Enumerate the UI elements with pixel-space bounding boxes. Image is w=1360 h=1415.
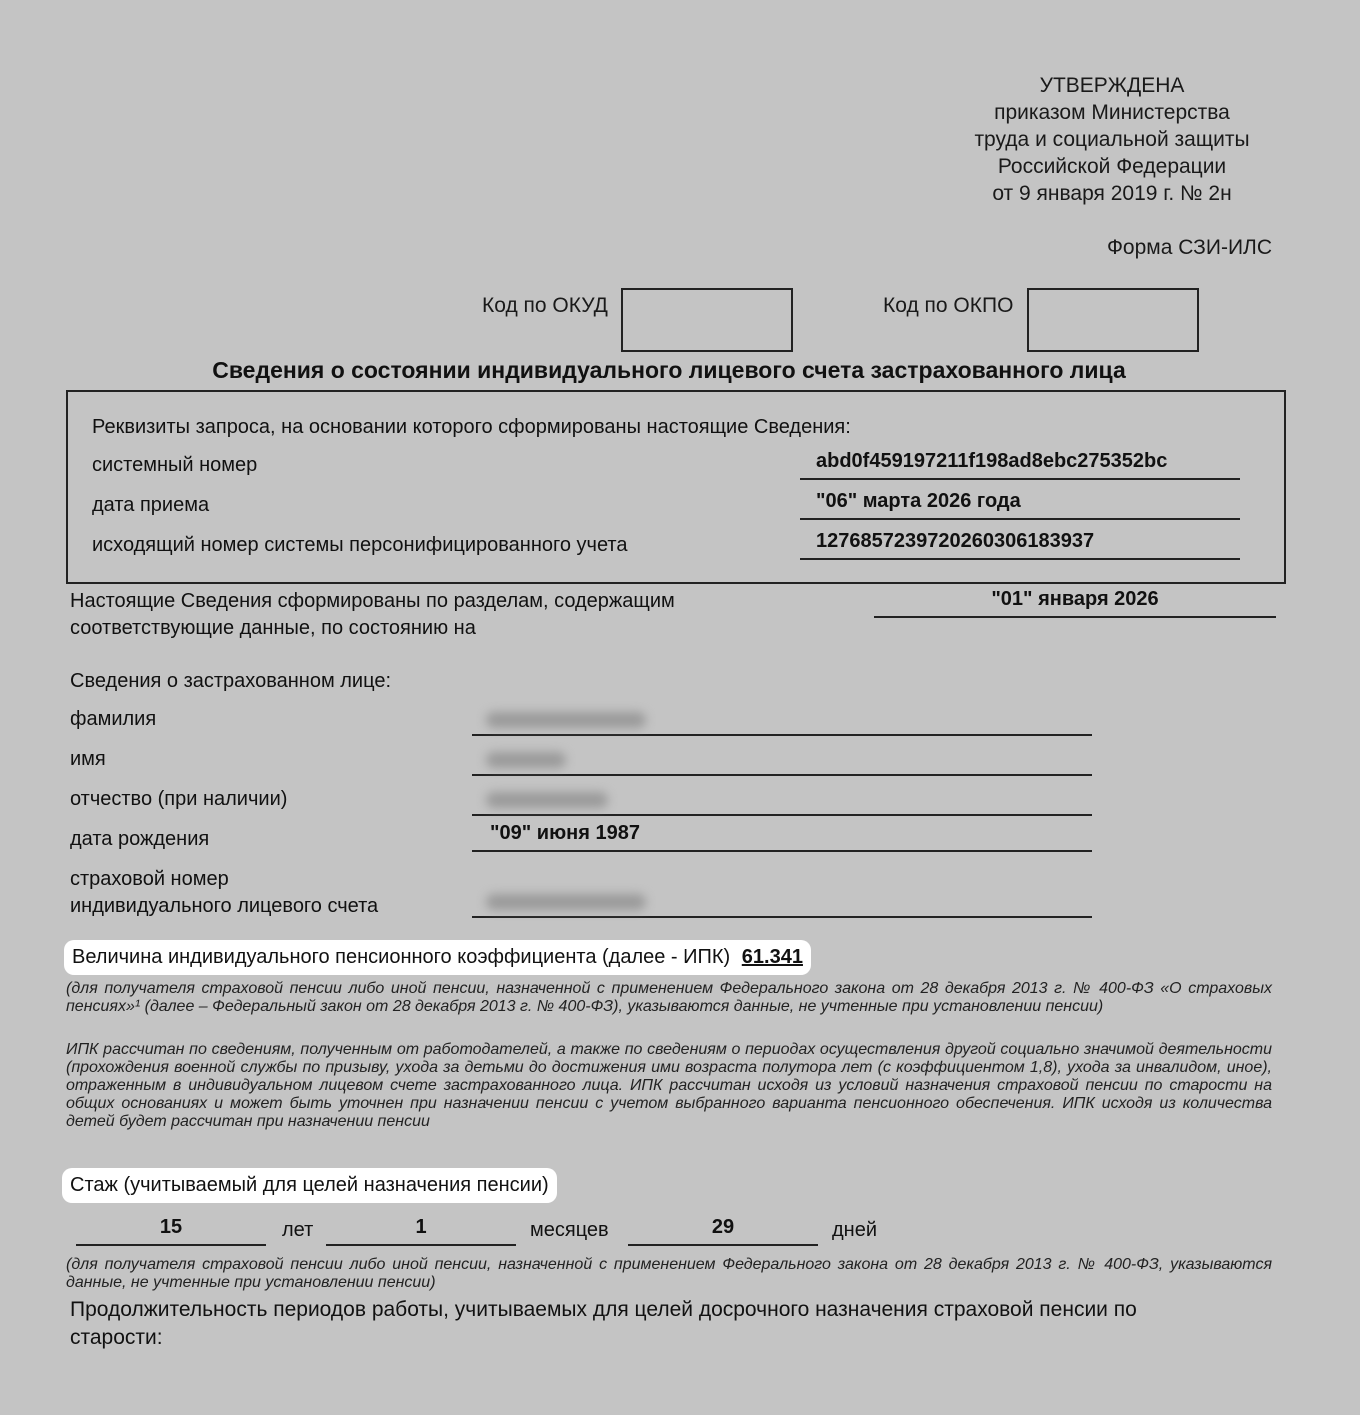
- stazh-years-unit: лет: [282, 1219, 314, 1241]
- stazh-note: (для получателя страховой пенсии либо иной пенсии, назначенной с применением Федерального закона от 28 декабря 2013 г. № 400-ФЗ, указываются данные, не учтенные при установлении пенсии): [66, 1256, 1272, 1291]
- generated-date: "01" января 2026: [874, 588, 1276, 618]
- name-label: имя: [70, 748, 106, 770]
- surname-field: [472, 704, 1092, 736]
- generated-statement: [70, 588, 790, 642]
- name-field: [472, 744, 1092, 776]
- snils-label: [70, 866, 378, 920]
- stazh-months: 1: [326, 1216, 516, 1246]
- ipk-value: 61.341: [741, 946, 803, 968]
- insured-header: Сведения о застрахованном лице:: [70, 670, 391, 692]
- okpo-box: [1027, 288, 1199, 352]
- receipt-date-value: "06" марта 2026 года: [800, 490, 1240, 520]
- request-details-box: [66, 390, 1286, 584]
- approval-block: [952, 72, 1272, 207]
- system-number-value: abd0f459197211f198ad8ebc275352bc: [800, 450, 1240, 480]
- stazh-label: Стаж (учитываемый для целей назначения пенсии): [70, 1174, 549, 1196]
- ipk-note: (для получателя страховой пенсии либо иной пенсии, назначенной с применением Федерального закона от 28 декабря 2013 г. № 400-ФЗ «О страховых пенсиях»¹ (далее – Федеральный закон от 28 декабря 2013 г. № 400-ФЗ), указываются данные, не учтенные при установлении пенсии): [66, 980, 1272, 1015]
- stazh-days: 29: [628, 1216, 818, 1246]
- patronymic-field: [472, 784, 1092, 816]
- okud-label: Код по ОКУД: [482, 294, 608, 317]
- okud-box: [621, 288, 793, 352]
- stazh-days-unit: дней: [832, 1219, 878, 1241]
- redacted-surname: [486, 712, 646, 728]
- birthdate-label: дата рождения: [70, 828, 210, 850]
- stazh-years: 15: [76, 1216, 266, 1246]
- patronymic-label: отчество (при наличии): [70, 788, 288, 810]
- request-intro: Реквизиты запроса, на основании которого сформированы настоящие Сведения:: [92, 416, 851, 438]
- outgoing-number-label: исходящий номер системы персонифицированного учета: [92, 534, 628, 556]
- approval-line: приказом Министерства: [994, 101, 1230, 124]
- system-number-label: системный номер: [92, 454, 258, 476]
- redacted-patronymic: [486, 792, 608, 808]
- ipk-label: Величина индивидуального пенсионного коэффициента (далее - ИПК): [72, 946, 731, 968]
- generated-line: Настоящие Сведения сформированы по разделам, содержащим: [70, 590, 675, 612]
- approval-line: Российской Федерации: [997, 155, 1227, 178]
- stazh-highlight: [62, 1168, 557, 1203]
- approval-line: от 9 января 2019 г. № 2н: [992, 182, 1232, 205]
- document-title: Сведения о состоянии индивидуального лицевого счета застрахованного лица: [212, 357, 1126, 383]
- snils-field: [472, 886, 1092, 918]
- approval-line: труда и социальной защиты: [974, 128, 1250, 151]
- okpo-label: Код по ОКПО: [883, 294, 1014, 317]
- generated-line: соответствующие данные, по состоянию на: [70, 617, 476, 639]
- ipk-highlight: [64, 940, 811, 975]
- redacted-name: [486, 752, 566, 768]
- stazh-months-unit: месяцев: [530, 1219, 609, 1241]
- receipt-date-label: дата приема: [92, 494, 210, 516]
- ipk-explanation: ИПК рассчитан по сведениям, полученным от работодателей, а также по сведениям о периодах осуществления другой социально значимой деятельности (прохождения военной службы по призыву, ухода за детьми до достижения ими возраста полутора лет (с коэффициентом 1,8), ухода за инвалидом, иное), отраженным в индивидуальном лицевом счете застрахованного лица. ИПК рассчитан исходя из условий назначения страховой пенсии по старости на общих основаниях и может быть уточнен при назначении пенсии с учетом выбранного варианта пенсионного обеспечения. ИПК исходя из количества детей будет рассчитан при назначении пенсии: [66, 1041, 1272, 1130]
- snils-label-line: индивидуального лицевого счета: [70, 895, 379, 917]
- approval-line: УТВЕРЖДЕНА: [1039, 74, 1185, 97]
- form-name: Форма СЗИ-ИЛС: [1106, 236, 1272, 259]
- outgoing-number-value: 1276857239720260306183937: [800, 530, 1240, 560]
- early-retirement-text: Продолжительность периодов работы, учитываемых для целей досрочного назначения страховой пенсии по старости:: [70, 1298, 1137, 1349]
- birthdate-value: "09" июня 1987: [472, 822, 1092, 852]
- surname-label: фамилия: [70, 708, 157, 730]
- snils-label-line: страховой номер: [70, 868, 229, 890]
- redacted-snils: [486, 894, 646, 910]
